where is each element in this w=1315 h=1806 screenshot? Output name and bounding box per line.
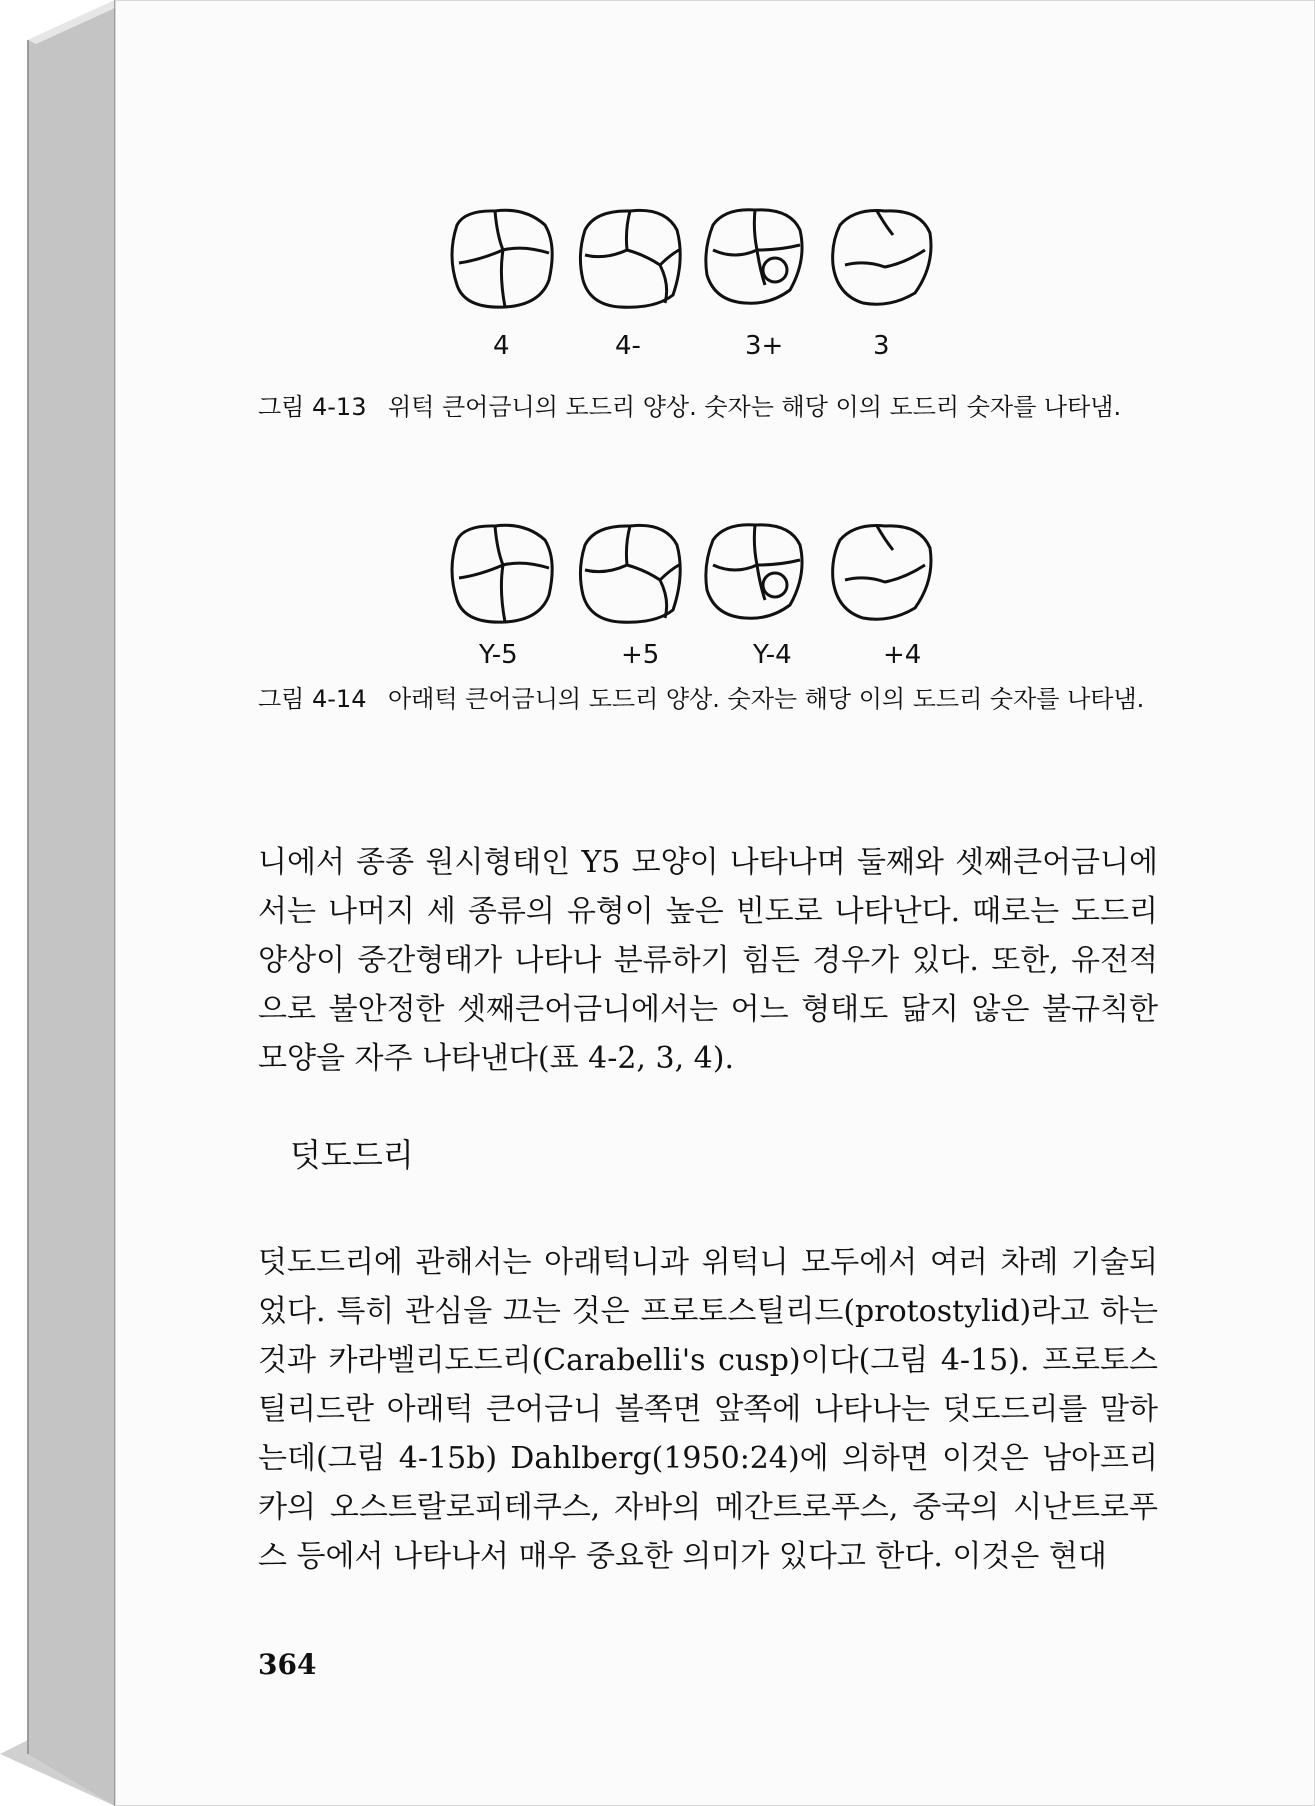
tooth-groove <box>585 526 679 618</box>
lower-molar-drawings <box>445 520 955 630</box>
cusp-label: 3+ <box>745 331 784 361</box>
caption-number: 그림 4-14 <box>258 685 367 713</box>
section-heading: 덧도드리 <box>290 1136 414 1174</box>
tooth-groove <box>845 211 925 267</box>
body-paragraph: 덧도드리에 관해서는 아래턱니과 위턱니 모두에서 여러 차례 기술되었다. 특히 관심을 끄는 것은 프로토스틸리드(protostylid)라고 하는 것과 카라벨리도드리(Carabelli's cusp)이다(그림 4-15). 프로토스틸리드란 아래턱 큰어금니 볼쪽면 앞쪽에 나타나는 덧도드리를 말하는데(그림 4-15b) Dahlberg(1950:24)에 의하면 이것은 남아프리카의 오스트랄로피테쿠스, 자바의 메간트로푸스, 중국의 시난트로푸스 등에서 나타나서 매우 중요한 의미가 있다고 한다. 이것은 현대 <box>258 1245 1158 1574</box>
cusp-label: Y-4 <box>753 640 792 670</box>
figure-4-14 <box>445 520 955 674</box>
upper-molar-drawings <box>445 205 955 315</box>
page-number: 364 <box>258 1648 317 1681</box>
tooth-groove <box>845 526 925 582</box>
cusp-label: +5 <box>621 640 660 670</box>
caption-text: 아래턱 큰어금니의 도드리 양상. 숫자는 해당 이의 도드리 숫자를 나타냄. <box>388 685 1145 713</box>
tooth-outline <box>833 211 931 305</box>
cusp-label: 4 <box>493 331 510 361</box>
tooth-groove <box>459 526 549 622</box>
tooth-groove <box>459 211 549 307</box>
figure-4-14-labels <box>445 634 955 674</box>
tooth-outline <box>833 526 931 620</box>
cusp-label: Y-5 <box>479 640 518 670</box>
body-paragraph: 니에서 종종 원시형태인 Y5 모양이 나타나며 둘째와 셋째큰어금니에서는 나머지 세 종류의 유형이 높은 빈도로 나타난다. 때로는 도드리 양상이 중간형태가 나타나 분류하기 힘든 경우가 있다. 또한, 유전적으로 불안정한 셋째큰어금니에서는 어느 형태도 닮지 않은 불규칙한 모양을 자주 나타낸다(표 4-2, 3, 4). <box>258 845 1158 1076</box>
figure-4-14-caption <box>258 680 1158 718</box>
cusp-label: 4- <box>615 331 641 361</box>
figure-4-13-labels <box>445 319 955 359</box>
tooth-groove <box>585 211 679 303</box>
caption-text: 위턱 큰어금니의 도드리 양상. 숫자는 해당 이의 도드리 숫자를 나타냄. <box>388 393 1122 421</box>
figure-4-13-caption <box>258 388 1158 426</box>
cusp-label: 3 <box>873 331 890 361</box>
figure-4-13 <box>445 205 955 359</box>
caption-number: 그림 4-13 <box>258 393 367 421</box>
cusp-label: +4 <box>883 640 922 670</box>
